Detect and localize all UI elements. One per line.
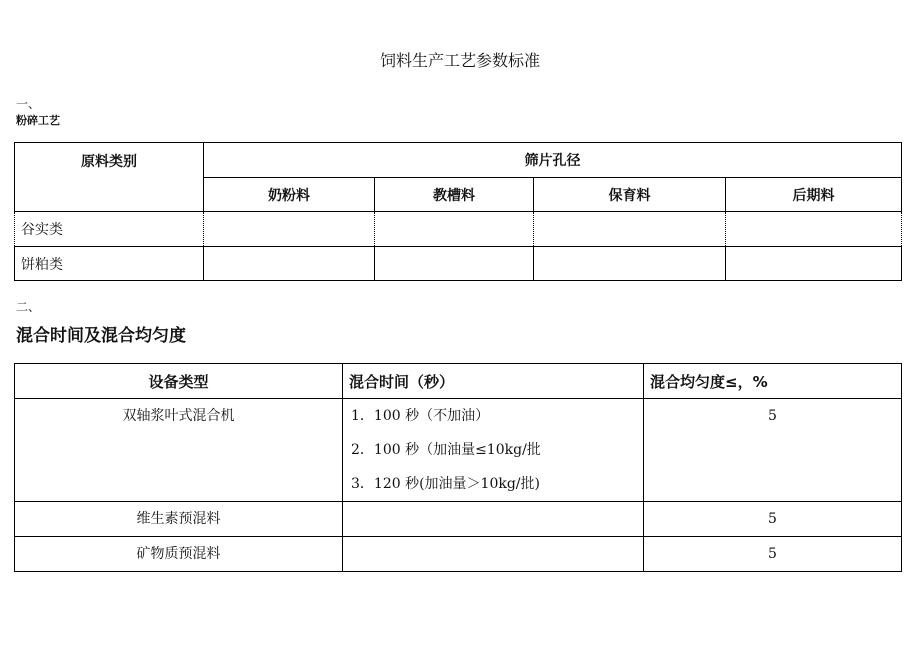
mixing-time-cell xyxy=(343,537,644,572)
table-cell xyxy=(204,212,375,247)
section1-heading: 粉碎工艺 xyxy=(16,114,60,127)
equipment-label: 维生素预混料 xyxy=(136,511,221,527)
equipment-label: 矿物质预混料 xyxy=(136,546,221,562)
uniformity-value: 5 xyxy=(768,546,777,562)
table-row xyxy=(15,537,902,572)
equipment-name xyxy=(15,399,343,502)
header-stage: 奶粉料 xyxy=(204,178,375,212)
header-stage: 教槽料 xyxy=(375,178,534,212)
header-screen-aperture: 筛片孔径 xyxy=(204,143,902,178)
header-stage: 保育料 xyxy=(534,178,726,212)
section2-number: 二、 xyxy=(16,300,41,314)
uniformity-cell xyxy=(644,502,902,537)
mixing-time-cell xyxy=(343,502,644,537)
mixing-time-line: 3．120 秒(加油量＞10kg/批) xyxy=(351,476,540,492)
header-equipment: 设备类型 xyxy=(15,364,343,399)
equipment-name xyxy=(15,537,343,572)
equipment-name xyxy=(15,502,343,537)
table-cell xyxy=(375,212,534,247)
uniformity-cell xyxy=(644,537,902,572)
table-row xyxy=(15,399,902,502)
header-stage: 后期料 xyxy=(726,178,902,212)
mixing-time-line: 1．100 秒（不加油） xyxy=(351,408,490,424)
uniformity-value: 5 xyxy=(768,408,777,424)
table-row xyxy=(15,212,902,247)
document-title: 饲料生产工艺参数标准 xyxy=(379,51,540,70)
row-label: 饼粕类 xyxy=(15,247,204,281)
table-row xyxy=(15,247,902,281)
table-cell xyxy=(726,212,902,247)
header-material: 原料类别 xyxy=(15,143,204,212)
table-row xyxy=(15,502,902,537)
header-mixing-time: 混合时间（秒） xyxy=(343,364,644,399)
crushing-table xyxy=(14,142,902,281)
mixing-time-cell xyxy=(343,399,644,502)
table-cell xyxy=(534,247,726,281)
uniformity-value: 5 xyxy=(768,511,777,527)
mixing-table xyxy=(14,363,902,572)
table-cell xyxy=(375,247,534,281)
uniformity-cell xyxy=(644,399,902,502)
table-cell xyxy=(726,247,902,281)
header-uniformity: 混合均匀度≤，% xyxy=(644,364,902,399)
section2-heading: 混合时间及混合均匀度 xyxy=(16,326,186,346)
equipment-label: 双轴浆叶式混合机 xyxy=(122,408,235,424)
section1-number: 一、 xyxy=(16,97,41,111)
table-cell xyxy=(204,247,375,281)
row-label: 谷实类 xyxy=(15,212,204,247)
mixing-time-line: 2．100 秒（加油量≤10kg/批 xyxy=(351,442,541,458)
table-cell xyxy=(534,212,726,247)
